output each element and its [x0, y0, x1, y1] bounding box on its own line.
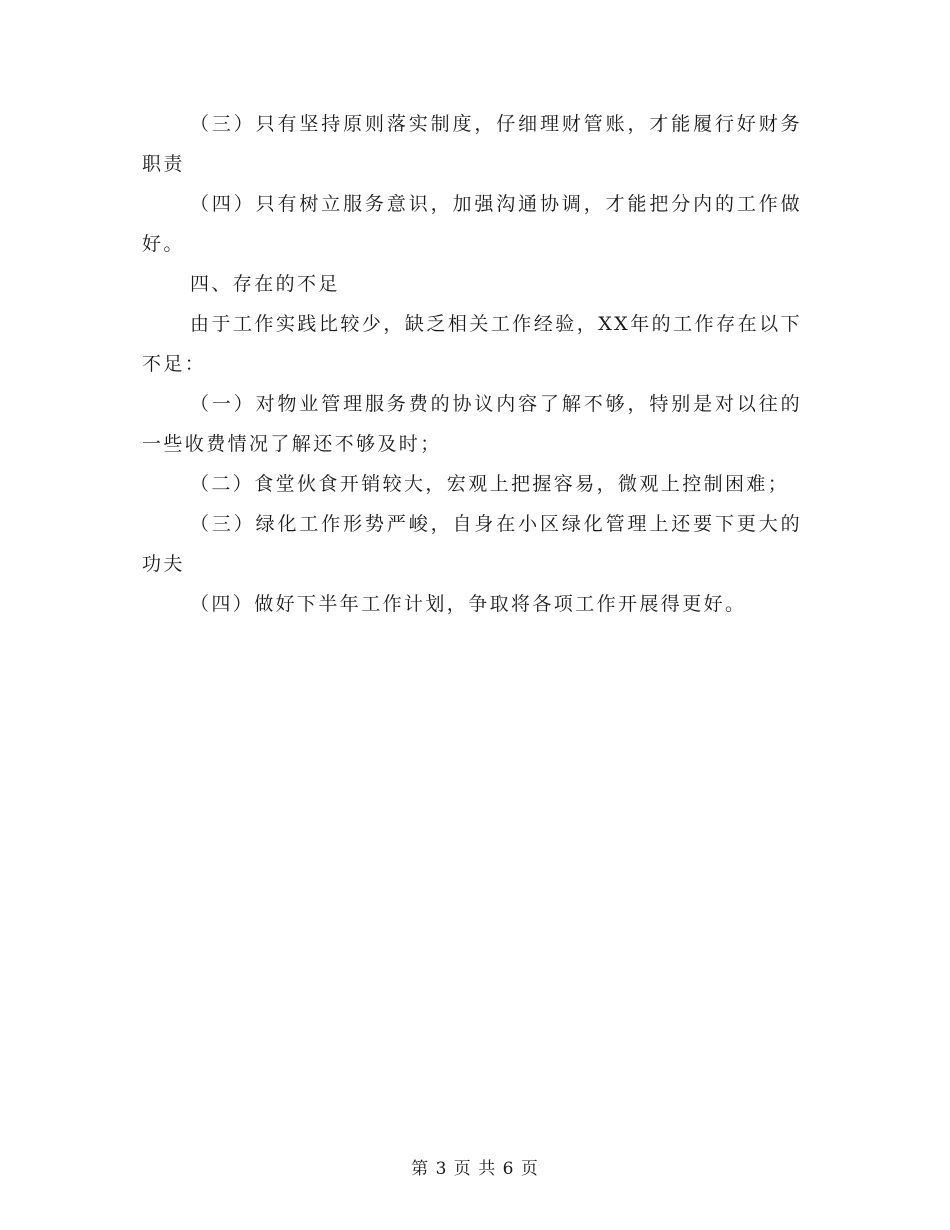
paragraph: （四）只有树立服务意识，加强沟通协调，才能把分内的工作做好。 [142, 193, 802, 255]
page-footer [0, 1154, 950, 1179]
paragraph: （三）只有坚持原则落实制度，仔细理财管账，才能履行好财务职责 [142, 113, 802, 175]
paragraph: （三）绿化工作形势严峻，自身在小区绿化管理上还要下更大的功夫 [142, 513, 802, 575]
page-number: 第 3 页 共 6 页 [411, 1159, 539, 1179]
section-heading: 四、存在的不足 [190, 273, 340, 295]
document-body [142, 104, 802, 624]
paragraph: （四）做好下半年工作计划，争取将各项工作开展得更好。 [190, 593, 747, 615]
paragraph: （二）食堂伙食开销较大，宏观上把握容易，微观上控制困难； [190, 473, 790, 495]
paragraph: 由于工作实践比较少，缺乏相关工作经验，XX年的工作存在以下不足： [142, 313, 802, 375]
paragraph: （一）对物业管理服务费的协议内容了解不够，特别是对以往的一些收费情况了解还不够及时； [142, 393, 802, 455]
